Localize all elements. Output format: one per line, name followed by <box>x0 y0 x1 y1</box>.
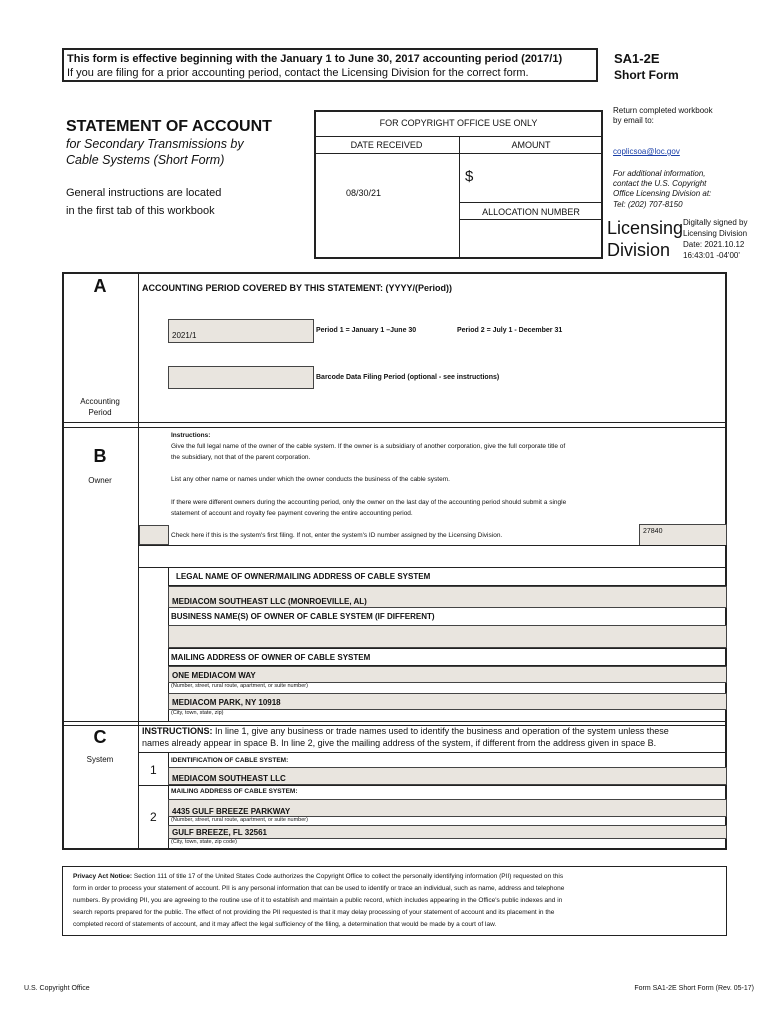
section-a-heading: ACCOUNTING PERIOD COVERED BY THIS STATEMENT: (YYYY/(Period)) <box>142 283 453 293</box>
section-a-label-2: Period <box>88 408 112 417</box>
signature-detail-3: Date: 2021.10.12 <box>683 240 745 249</box>
section-c-letter: C <box>93 727 107 747</box>
privacy-notice-line-1 <box>73 873 563 880</box>
privacy-notice-text-1: Section 111 of title 17 of the United States Code authorizes the Copyright Office to collect the personally identifying information (PII) requested on this <box>132 873 564 880</box>
system-id-value: 27840 <box>643 528 663 535</box>
identification-label: IDENTIFICATION OF CABLE SYSTEM: <box>171 757 289 764</box>
identification-value: MEDIACOM SOUTHEAST LLC <box>172 774 286 783</box>
business-names-input[interactable] <box>168 625 727 648</box>
system-mailing-label: MAILING ADDRESS OF CABLE SYSTEM: <box>171 788 298 795</box>
system-city-hint: (City, town, state, zip code) <box>171 839 237 845</box>
contact-info-3: Office Licensing Division at: <box>613 189 712 198</box>
accounting-period-input[interactable] <box>168 319 314 343</box>
section-b-instruction-2: List any other name or names under which the owner conducts the business of the cable system. <box>171 476 450 483</box>
system-street-value: 4435 GULF BREEZE PARKWAY <box>172 807 291 816</box>
privacy-notice-line-2: form in order to process your statement of account. PII is any personal information that can be used to identify or trace an individual, such as name, address and telephone <box>73 885 565 892</box>
footer-left: U.S. Copyright Office <box>24 985 90 992</box>
contact-info-4: Tel: (202) 707-8150 <box>613 200 683 209</box>
mailing-address-line2-input[interactable] <box>168 693 727 710</box>
privacy-notice-line-4: search reports prepared for the public. The effect of not providing the PII requested is that it may delay processing of your statement of account and its placement in the <box>73 909 555 916</box>
contact-email-link[interactable]: coplicsoa@loc.gov <box>613 147 680 156</box>
section-c-label: System <box>86 755 114 764</box>
date-received-label: DATE RECEIVED <box>350 140 423 150</box>
effective-notice-line1: This form is effective beginning with the January 1 to June 30, 2017 accounting period (2017/1) <box>67 53 563 65</box>
system-street-hint: (Number, street, rural route, apartment, or suite number) <box>171 817 308 823</box>
section-b-instruction-1a: Give the full legal name of the owner of the cable system. If the owner is a subsidiary of another corporation, give the full corporate title of <box>171 443 566 450</box>
section-b-instruction-3b: statement of account and royalty fee payment covering the entire accounting period. <box>171 510 413 517</box>
identification-input[interactable] <box>168 767 727 785</box>
barcode-period-label: Barcode Data Filing Period (optional - see instructions) <box>316 374 500 381</box>
section-b-instructions-heading: Instructions: <box>171 432 211 439</box>
allocation-number-label: ALLOCATION NUMBER <box>482 207 580 217</box>
section-a-label-1: Accounting <box>80 397 120 406</box>
contact-info-2: contact the U.S. Copyright <box>613 179 707 188</box>
signature-detail-4: 16:43:01 -04'00' <box>683 251 740 260</box>
system-line-1-number: 1 <box>150 763 157 777</box>
form-frame <box>62 272 727 850</box>
period-1-note: Period 1 = January 1 –June 30 <box>316 327 417 334</box>
section-c-instructions-1 <box>142 726 669 736</box>
signature-detail-2: Licensing Division <box>683 229 748 238</box>
date-received-value: 08/30/21 <box>346 188 382 198</box>
system-city-input[interactable] <box>168 825 727 839</box>
mailing-address-line2-value: MEDIACOM PARK, NY 10918 <box>172 698 281 707</box>
privacy-notice-title: Privacy Act Notice: <box>73 873 133 880</box>
mailing-address-line1-input[interactable] <box>168 666 727 683</box>
section-b-label: Owner <box>88 476 112 485</box>
legal-name-input[interactable] <box>168 586 727 608</box>
mailing-address-line1-value: ONE MEDIACOM WAY <box>172 671 256 680</box>
general-instructions-1: General instructions are located <box>66 187 222 199</box>
page-subtitle-1: for Secondary Transmissions by <box>66 137 244 151</box>
form-id: SA1-2E <box>614 51 660 66</box>
legal-name-label: LEGAL NAME OF OWNER/MAILING ADDRESS OF CABLE SYSTEM <box>176 572 431 581</box>
mailing-address-line2-hint: (City, town, state, zip) <box>171 710 224 716</box>
general-instructions-2: in the first tab of this workbook <box>66 205 215 217</box>
form-type: Short Form <box>614 68 679 82</box>
return-instructions-2: by email to: <box>613 116 654 125</box>
accounting-period-value: 2021/1 <box>172 331 197 340</box>
first-filing-label: Check here if this is the system's first filing. If not, enter the system's ID number assigned by the Licensing Division. <box>171 532 503 539</box>
amount-dollar: $ <box>465 168 474 185</box>
mailing-address-line1-hint: (Number, street, rural route, apartment, or suite number) <box>171 683 308 689</box>
section-c-instructions-text-1: In line 1, give any business or trade names used to identify the business and operation of the system unless these <box>212 726 669 736</box>
footer-right: Form SA1-2E Short Form (Rev. 05-17) <box>634 985 754 992</box>
effective-notice-line2: If you are filing for a prior accounting period, contact the Licensing Division for the correct form. <box>67 67 529 79</box>
period-2-note: Period 2 = July 1 - December 31 <box>457 327 563 334</box>
amount-label: AMOUNT <box>511 140 551 150</box>
system-street-input[interactable] <box>168 799 727 817</box>
barcode-period-input[interactable] <box>168 366 314 389</box>
section-c-instructions-2: names already appear in space B. In line 2, give the mailing address of the system, if different from the address given in space B. <box>142 738 657 748</box>
mailing-address-label: MAILING ADDRESS OF OWNER OF CABLE SYSTEM <box>171 653 371 662</box>
signature-name-2: Division <box>607 240 671 260</box>
first-filing-checkbox[interactable] <box>139 525 169 545</box>
signature-name-1: Licensing <box>607 218 684 238</box>
system-city-value: GULF BREEZE, FL 32561 <box>172 828 267 837</box>
page-subtitle-2: Cable Systems (Short Form) <box>66 153 225 167</box>
section-b-instruction-3a: If there were different owners during the accounting period, only the owner on the last day of the accounting period should submit a single <box>171 499 567 506</box>
privacy-notice-line-5: completed record of statements of account, and it may affect the legal sufficiency of the filing, a determination that would be made by a court of law. <box>73 921 497 928</box>
business-names-label: BUSINESS NAME(S) OF OWNER OF CABLE SYSTEM (IF DIFFERENT) <box>171 612 435 621</box>
contact-info-1: For additional information, <box>613 169 706 178</box>
page-title: STATEMENT OF ACCOUNT <box>66 118 272 135</box>
return-instructions-1: Return completed workbook <box>613 106 713 115</box>
section-a-letter: A <box>93 276 107 296</box>
system-line-2-number: 2 <box>150 810 157 824</box>
section-c-instructions-bold: INSTRUCTIONS: <box>142 726 213 736</box>
legal-name-value: MEDIACOM SOUTHEAST LLC (MONROEVILLE, AL) <box>172 597 367 606</box>
office-use-heading: FOR COPYRIGHT OFFICE USE ONLY <box>379 118 538 128</box>
signature-detail-1: Digitally signed by <box>683 218 748 227</box>
privacy-notice-line-3: numbers. By providing PII, you are agreeing to the routine use of it to establish and maintain a public record, which includes appearing in the Office's public indexes and in <box>73 897 563 904</box>
section-b-instruction-1b: the subsidiary, not that of the parent corporation. <box>171 454 311 461</box>
section-b-letter: B <box>93 446 107 466</box>
system-id-input[interactable] <box>639 524 727 546</box>
